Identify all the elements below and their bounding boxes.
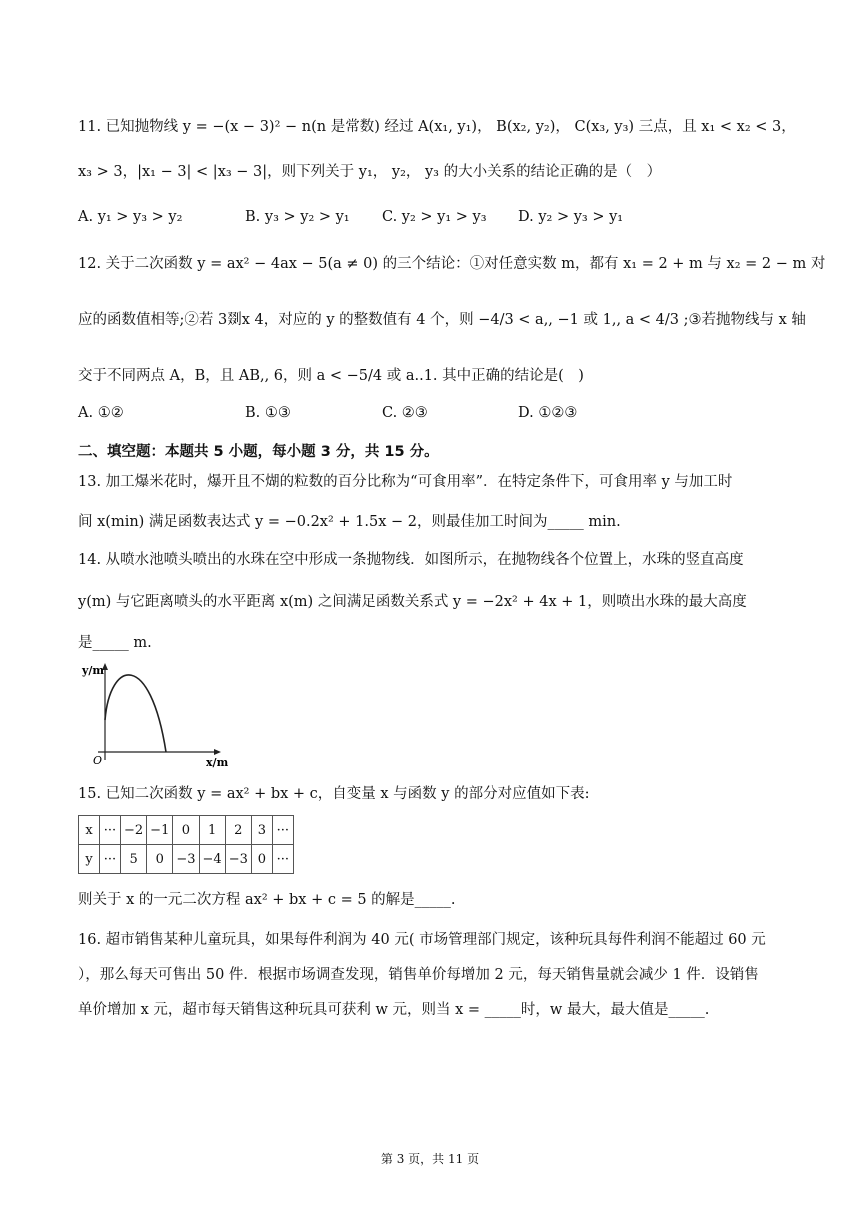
q12-option-a: A. ①② xyxy=(78,405,124,421)
q11-option-b: B. y₃ > y₂ > y₁ xyxy=(245,209,350,225)
q12-option-b: B. ①③ xyxy=(245,405,291,421)
table-cell: 0 xyxy=(173,816,199,845)
x-axis-arrow xyxy=(214,749,221,755)
table-row-x xyxy=(79,816,294,845)
q12-option-c: C. ②③ xyxy=(382,405,428,421)
q11-option-c: C. y₂ > y₁ > y₃ xyxy=(382,209,487,225)
q15-line2: 则关于 x 的一元二次方程 ax² + bx + c = 5 的解是_____. xyxy=(78,892,456,908)
table-cell: 2 xyxy=(225,816,251,845)
q12-line2: 应的函数值相等;②若 3剟x 4，对应的 y 的整数值有 4 个，则 −4/3 < a,, −1 或 1,, a < 4/3 ;③若抛物线与 x 轴 xyxy=(78,312,806,328)
fountain-graph xyxy=(82,660,229,770)
table-cell: 5 xyxy=(121,845,147,874)
q11-option-a: A. y₁ > y₃ > y₂ xyxy=(78,209,183,225)
table-cell: 1 xyxy=(199,816,225,845)
table-cell: −1 xyxy=(147,816,173,845)
q11-option-d: D. y₂ > y₃ > y₁ xyxy=(518,209,624,225)
section-heading: 二、填空题：本题共 5 小题，每小题 3 分，共 15 分。 xyxy=(78,444,439,460)
q16-line3: 单价增加 x 元，超市每天销售这种玩具可获利 w 元，则当 x = _____时，w 最大，最大值是_____. xyxy=(78,1002,710,1018)
q15-line1: 15. 已知二次函数 y = ax² + bx + c，自变量 x 与函数 y 的部分对应值如下表: xyxy=(78,786,590,802)
table-cell: ··· xyxy=(272,816,293,845)
y-axis-label: y/m xyxy=(82,664,105,677)
table-cell: y xyxy=(79,845,100,874)
q12-option-d: D. ①②③ xyxy=(518,405,578,421)
page-footer: 第 3 页，共 11 页 xyxy=(380,1152,480,1166)
table-cell: ··· xyxy=(100,816,121,845)
q12-line3: 交于不同两点 A，B，且 AB,, 6，则 a < −5/4 或 a..1. 其中正确的结论是( ) xyxy=(78,368,584,384)
table-cell: −3 xyxy=(173,845,199,874)
table-row-y xyxy=(79,845,294,874)
q16-line2: ），那么每天可售出 50 件．根据市场调查发现，销售单价每增加 2 元，每天销售量就会减少 1 件．设销售 xyxy=(78,967,759,983)
q14-line1: 14. 从喷水池喷头喷出的水珠在空中形成一条抛物线．如图所示，在抛物线各个位置上，水珠的竖直高度 xyxy=(78,552,744,568)
q12-line1: 12. 关于二次函数 y = ax² − 4ax − 5(a ≠ 0) 的三个结论：①对任意实数 m，都有 x₁ = 2 + m 与 x₂ = 2 − m 对 xyxy=(78,256,826,272)
q11-line2: x₃ > 3，|x₁ − 3| < |x₃ − 3|，则下列关于 y₁， y₂， y₃ 的大小关系的结论正确的是（ ） xyxy=(78,164,662,180)
q15-value-table xyxy=(78,815,294,874)
q14-line3: 是_____ m. xyxy=(78,635,152,651)
q16-line1: 16. 超市销售某种儿童玩具，如果每件利润为 40 元( 市场管理部门规定，该种玩具每件利润不能超过 60 元 xyxy=(78,932,766,948)
table-cell: ··· xyxy=(100,845,121,874)
table-cell: −2 xyxy=(121,816,147,845)
q13-line1: 13. 加工爆米花时，爆开且不煳的粒数的百分比称为“可食用率”．在特定条件下，可食用率 y 与加工时 xyxy=(78,474,733,490)
q14-line2: y(m) 与它距离喷头的水平距离 x(m) 之间满足函数关系式 y = −2x² + 4x + 1，则喷出水珠的最大高度 xyxy=(78,594,747,610)
parabola-curve xyxy=(105,675,166,752)
table-cell: 0 xyxy=(147,845,173,874)
q13-line2: 间 x(min) 满足函数表达式 y = −0.2x² + 1.5x − 2，则最佳加工时间为_____ min. xyxy=(78,514,621,530)
table-cell: ··· xyxy=(272,845,293,874)
table-cell: 0 xyxy=(251,845,272,874)
x-axis-label: x/m xyxy=(206,756,229,769)
table-cell: −3 xyxy=(225,845,251,874)
table-cell: 3 xyxy=(251,816,272,845)
q11-line1: 11. 已知抛物线 y = −(x − 3)² − n(n 是常数) 经过 A(x₁, y₁)， B(x₂, y₂)， C(x₃, y₃) 三点，且 x₁ < x₂ < 3， xyxy=(78,119,796,135)
table-cell: −4 xyxy=(199,845,225,874)
origin-label: O xyxy=(93,754,103,767)
table-cell: x xyxy=(79,816,100,845)
